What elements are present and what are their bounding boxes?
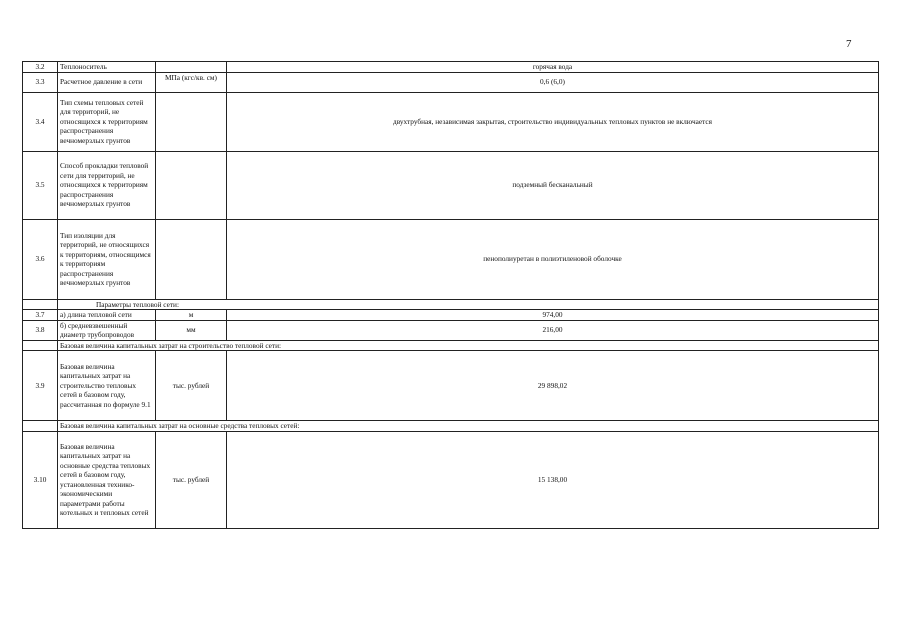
table-row [23, 431, 879, 528]
row-name: Тип изоляции для территорий, не относящихся к территориям, относящимся к территориям распространения вечномерзлых грунтов [58, 219, 156, 299]
row-value: 29 898,02 [227, 351, 879, 421]
page-number: 7 [846, 38, 852, 50]
table-row [23, 62, 879, 73]
row-unit: тыс. рублей [156, 351, 227, 421]
row-unit: МПа (кгс/кв. см) [156, 72, 227, 92]
section-header-row [23, 340, 879, 351]
row-unit: мм [156, 320, 227, 340]
row-name: Тип схемы тепловых сетей для территорий, не относящихся к территориям распространения вечномерзлых грунтов [58, 92, 156, 151]
row-number: 3.8 [23, 320, 58, 340]
row-unit: тыс. рублей [156, 431, 227, 528]
section-title-capex-assets: Базовая величина капитальных затрат на основные средства тепловых сетей: [58, 421, 879, 432]
row-name: Базовая величина капитальных затрат на основные средства тепловых сетей в базовом году, установленная технико-экономическими параметрами работы котельных и тепловых сетей [58, 431, 156, 528]
row-name: б) средневзвешенный диаметр трубопроводов [58, 320, 156, 340]
row-value: подземный бесканальный [227, 151, 879, 219]
row-number: 3.3 [23, 72, 58, 92]
row-unit [156, 92, 227, 151]
row-unit [156, 62, 227, 73]
table-row [23, 72, 879, 92]
row-number: 3.6 [23, 219, 58, 299]
row-number: 3.10 [23, 431, 58, 528]
row-name: Базовая величина капитальных затрат на строительство тепловых сетей в базовом году, рассчитанная по формуле 9.1 [58, 351, 156, 421]
row-number: 3.4 [23, 92, 58, 151]
row-number: 3.2 [23, 62, 58, 73]
row-name: Расчетное давление в сети [58, 72, 156, 92]
section-number [23, 340, 58, 351]
row-number: 3.9 [23, 351, 58, 421]
row-number: 3.5 [23, 151, 58, 219]
table-row [23, 310, 879, 321]
row-unit: м [156, 310, 227, 321]
row-number: 3.7 [23, 310, 58, 321]
table-row [23, 151, 879, 219]
row-unit [156, 151, 227, 219]
section-header-row [23, 421, 879, 432]
section-title-params: Параметры тепловой сети: [58, 299, 879, 310]
row-value: 216,00 [227, 320, 879, 340]
row-value: горячая вода [227, 62, 879, 73]
table-row [23, 219, 879, 299]
row-value: 0,6 (6,0) [227, 72, 879, 92]
row-value: 15 138,00 [227, 431, 879, 528]
table-row [23, 351, 879, 421]
table-row [23, 320, 879, 340]
row-value: 974,00 [227, 310, 879, 321]
technical-parameters-table [22, 61, 879, 529]
row-unit [156, 219, 227, 299]
section-header-row [23, 299, 879, 310]
row-value: пенополиуретан в полиэтиленовой оболочке [227, 219, 879, 299]
row-name: а) длина тепловой сети [58, 310, 156, 321]
row-name: Теплоноситель [58, 62, 156, 73]
section-number [23, 421, 58, 432]
row-name: Способ прокладки тепловой сети для территорий, не относящихся к территориям распространения вечномерзлых грунтов [58, 151, 156, 219]
section-number [23, 299, 58, 310]
table-row [23, 92, 879, 151]
section-title-capex-build: Базовая величина капитальных затрат на строительство тепловой сети: [58, 340, 879, 351]
row-value: двухтрубная, независимая закрытая, строительство индивидуальных тепловых пунктов не включается [227, 92, 879, 151]
